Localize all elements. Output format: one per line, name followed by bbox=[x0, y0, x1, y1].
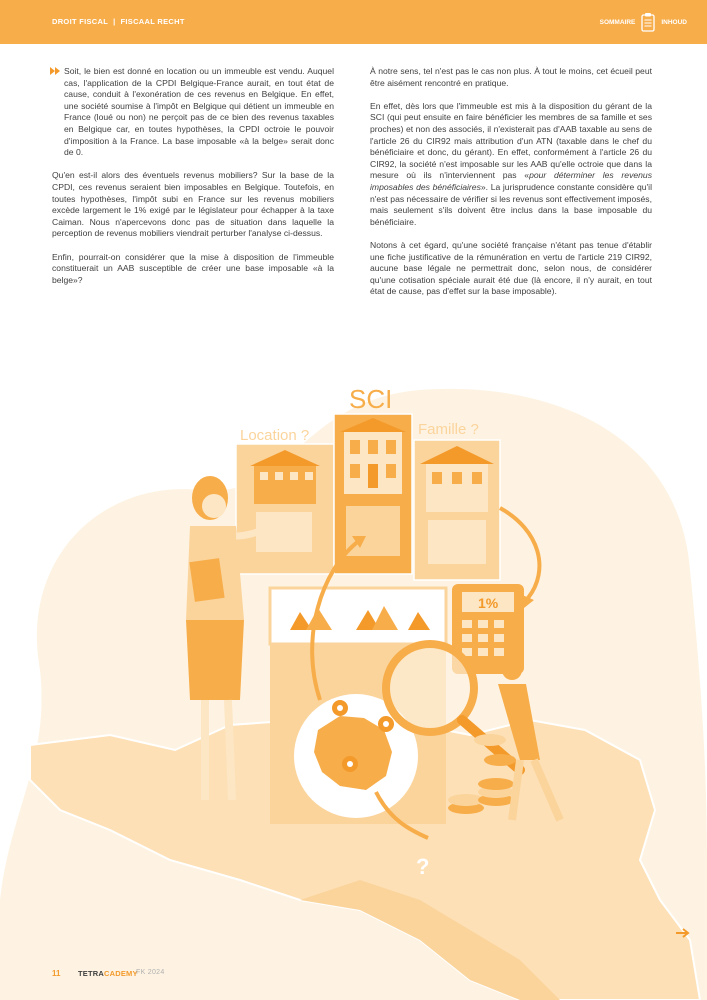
logo-text-part1: TETRA bbox=[78, 969, 104, 978]
map-pin-icon bbox=[342, 756, 358, 772]
paragraph: Enfin, pourrait-on considérer que la mise à disposition de l'immeuble constituerait un AAB susceptible de créer une base imposable «à la belge»? bbox=[52, 251, 334, 285]
paragraph: Notons à cet égard, qu'une société française n'étant pas tenue d'établir une fiche justificative de la rémunération en vertu de l'article 219 CIR92, aucune base légale ne permettrait donc, selon nous, de considérer qu'une cotisation spéciale aurait été due (là encore, il n'y aurait, en tout état de cause, pas d'effet sur la base imposable). bbox=[370, 239, 652, 297]
section-separator: | bbox=[113, 17, 116, 26]
calculator-display: 1% bbox=[478, 595, 499, 611]
double-chevron-icon bbox=[50, 67, 61, 75]
paragraph bbox=[370, 101, 652, 229]
illustration bbox=[0, 340, 707, 1000]
section-title bbox=[52, 17, 185, 26]
label-famille: Famille ? bbox=[418, 421, 479, 438]
right-column bbox=[370, 66, 652, 309]
table-of-contents-link[interactable] bbox=[600, 11, 687, 33]
nav-inhoud-label: INHOUD bbox=[661, 18, 687, 26]
map-pin-icon bbox=[332, 700, 348, 716]
paragraph-text: ». La jurisprudence constante considère qu'il n'est pas nécessaire de vérifier si les revenus sont effectivement imposés, mais seulement s'ils doivent être inclus dans la base imposable du bénéficiaire. bbox=[370, 181, 652, 227]
footer bbox=[0, 962, 707, 986]
house-card-location bbox=[236, 444, 334, 574]
section-title-fr: DROIT FISCAL bbox=[52, 17, 109, 26]
section-title-nl: FISCAAL RECHT bbox=[120, 17, 185, 26]
clipboard-icon bbox=[641, 12, 655, 32]
paragraph-text: Soit, le bien est donné en location ou un immeuble est vendu. Auquel cas, l'application de la CPDI Belgique-France aurait, en tout état de cause, conduit à l'exonération de ces revenus en Belgique. En effet, une société soumise à l'impôt en Belgique qui détient un immeuble en France (loué ou non) ne perçoit pas de ce bien des revenus taxables en Belgique car, en toutes hypothèses, la CPDI octroie le pouvoir d'imposition à la France. La base imposable «à la belge» serait donc de 0. bbox=[64, 66, 334, 158]
arrow-right-icon[interactable] bbox=[676, 928, 690, 938]
left-column bbox=[52, 66, 334, 298]
quote-italic: pour déterminer les revenus imposables des bénéficiaires bbox=[370, 170, 652, 192]
logo-text-part2: CADEMY bbox=[104, 969, 138, 978]
paragraph bbox=[52, 66, 334, 159]
house-card-sci bbox=[334, 414, 412, 574]
illustration-svg bbox=[0, 340, 707, 1000]
question-mark: ? bbox=[416, 854, 430, 879]
header-bar bbox=[0, 0, 707, 44]
tetracademy-logo bbox=[78, 969, 138, 978]
paragraph: Qu'en est-il alors des éventuels revenus mobiliers? Sur la base de la CPDI, ces revenus seraient bien imposables en Belgique. Toutefois, en toutes hypothèses, l'impôt subi en France sur les revenus mobiliers excède largement le 1% exigé par le législateur pour échapper à la taxe Caiman. Nous n'apercevons donc pas de situation dans laquelle la perception de revenus mobiliers viendrait perturber l'analyse ci-dessus. bbox=[52, 170, 334, 239]
paragraph-text: En effet, dès lors que l'immeuble est mis à la disposition du gérant de la SCI (qui peut ensuite en faire bénéficier les membres de sa famille et ses proches) et non des associés, il n'existerait pas d'AAB taxable au sens de l'article 26 du CIR92 mais attribution d'un ATN (taxable dans le chef du bénéficiaire et donc, du gérant). En effet, conformément à l'article 26 du CIR92, la société n'est imposable sur les AAB qu'elle octroie que dans la mesure où ils n'interviennent pas « bbox=[370, 100, 652, 181]
paragraph: À notre sens, tel n'est pas le cas non plus. À tout le moins, cet écueil peut être aisément rencontré en pratique. bbox=[370, 66, 652, 88]
label-sci: SCI bbox=[349, 384, 393, 414]
issue-label: FK 2024 bbox=[136, 969, 165, 976]
map-pin-icon bbox=[378, 716, 394, 732]
page-number: 11 bbox=[52, 969, 61, 978]
nav-sommaire-label: SOMMAIRE bbox=[599, 18, 636, 26]
house-card-famille bbox=[414, 440, 500, 580]
label-location: Location ? bbox=[240, 427, 310, 444]
